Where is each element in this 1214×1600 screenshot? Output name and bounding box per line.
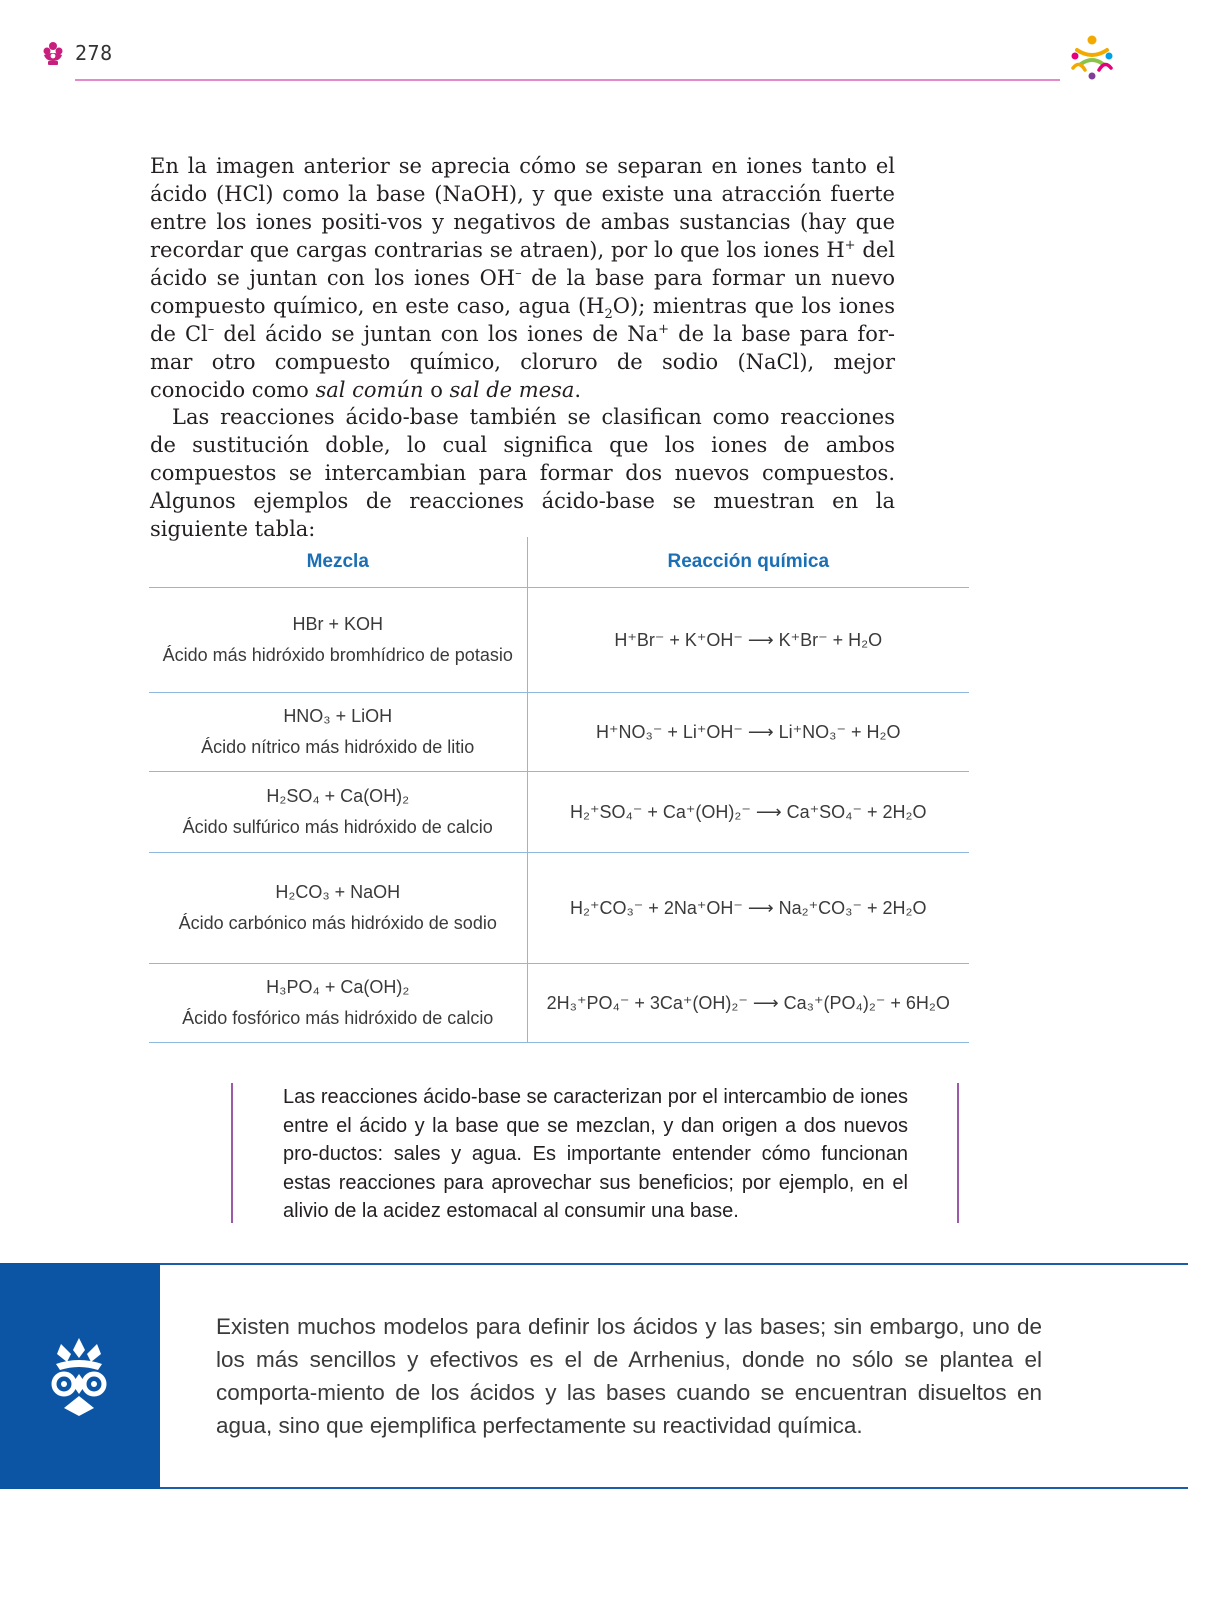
table-row	[149, 772, 969, 853]
callout-box	[231, 1083, 959, 1223]
dancing-figures-logo-icon	[1063, 30, 1121, 88]
info-box-bottom-rule	[160, 1487, 1188, 1489]
mixture-description: Ácido más hidróxido bromhídrico de potasio	[162, 645, 513, 665]
mixture-description: Ácido sulfúrico más hidróxido de calcio	[182, 817, 493, 837]
reaction-cell: H₂⁺SO₄⁻ + Ca⁺(OH)₂⁻ ⟶ Ca⁺SO₄⁻ + 2H₂O	[527, 772, 969, 853]
reaction-cell: H₂⁺CO₃⁻ + 2Na⁺OH⁻ ⟶ Na₂⁺CO₃⁻ + 2H₂O	[527, 853, 969, 964]
table-row	[149, 588, 969, 693]
page-number: 278	[75, 41, 113, 65]
mixture-formula: H₂SO₄ + Ca(OH)₂	[266, 786, 410, 806]
info-box-text: Existen muchos modelos para definir los ácidos y las bases; sin embargo, uno de los más sencillos y efectivos es el de Arrhenius, donde no sólo se plantea el comporta-miento de los ácidos y las bases cuando se encuentran disueltos en agua, sino que ejemplifica perfectamente su reactividad química.	[216, 1314, 1042, 1438]
mixture-cell	[149, 964, 527, 1043]
mixture-description: Ácido carbónico más hidróxido de sodio	[178, 913, 497, 933]
acid-base-reactions-table	[149, 537, 969, 1043]
mixture-cell	[149, 693, 527, 772]
table-row	[149, 853, 969, 964]
mixture-formula: H₂CO₃ + NaOH	[275, 882, 401, 902]
table-header-row	[149, 537, 969, 588]
reaction-cell: H⁺Br⁻ + K⁺OH⁻ ⟶ K⁺Br⁻ + H₂O	[527, 588, 969, 693]
ornament-emblem-icon	[44, 1336, 114, 1418]
mixture-formula: H₃PO₄ + Ca(OH)₂	[266, 977, 410, 997]
mixture-cell	[149, 772, 527, 853]
mixture-formula: HBr + KOH	[292, 614, 384, 634]
body-paragraph-2: Las reacciones ácido-base también se clasifican como reacciones de sustitución doble, lo cual significa que los iones de ambos compuestos se intercambian para formar dos nuevos compuestos. Algunos ejemplos de reacciones ácido-base se muestran en la siguiente tabla:	[150, 405, 895, 541]
info-box-top-rule	[160, 1263, 1188, 1265]
mixture-cell	[149, 853, 527, 964]
mixture-cell	[149, 588, 527, 693]
table-row	[149, 693, 969, 772]
header-reaccion-quimica: Reacción química	[527, 537, 969, 588]
header-rule	[75, 79, 1060, 81]
reaction-cell: H⁺NO₃⁻ + Li⁺OH⁻ ⟶ Li⁺NO₃⁻ + H₂O	[527, 693, 969, 772]
body-paragraph-1: En la imagen anterior se aprecia cómo se separan en iones tanto el ácido (HCl) como la base (NaOH), y que existe una atracción fuerte entre los iones positi-vos y negativos de ambas sustancias (hay que recordar que cargas contrarias se atraen), por lo que los iones H+ del ácido se juntan con los iones OH– de la base para formar un nuevo compuesto químico, en este caso, agua $(H_2O)$; mientras que los iones de Cl– del ácido se juntan con los iones de Na+ de la base para for-mar otro compuesto químico, cloruro de sodio (NaCl), mejor conocido como sal común o sal de mesa.	[150, 154, 895, 402]
header-mezcla: Mezcla	[149, 537, 527, 588]
table-row	[149, 964, 969, 1043]
reaction-cell: 2H₃⁺PO₄⁻ + 3Ca⁺(OH)₂⁻ ⟶ Ca₃⁺(PO₄)₂⁻ + 6H₂O	[527, 964, 969, 1043]
mixture-formula: HNO₃ + LiOH	[283, 706, 393, 726]
callout-text: Las reacciones ácido-base se caracterizan por el intercambio de iones entre el ácido y la base que se mezclan, y dan origen a dos nuevos pro-ductos: sales y agua. Es importante entender cómo funcionan estas reacciones para aprovechar sus beneficios; por ejemplo, en el alivio de la acidez estomacal al consumir una base.	[283, 1086, 908, 1222]
flower-ornament-icon	[40, 40, 66, 66]
mixture-description: Ácido nítrico más hidróxido de litio	[201, 737, 475, 757]
mixture-description: Ácido fosfórico más hidróxido de calcio	[182, 1008, 494, 1028]
